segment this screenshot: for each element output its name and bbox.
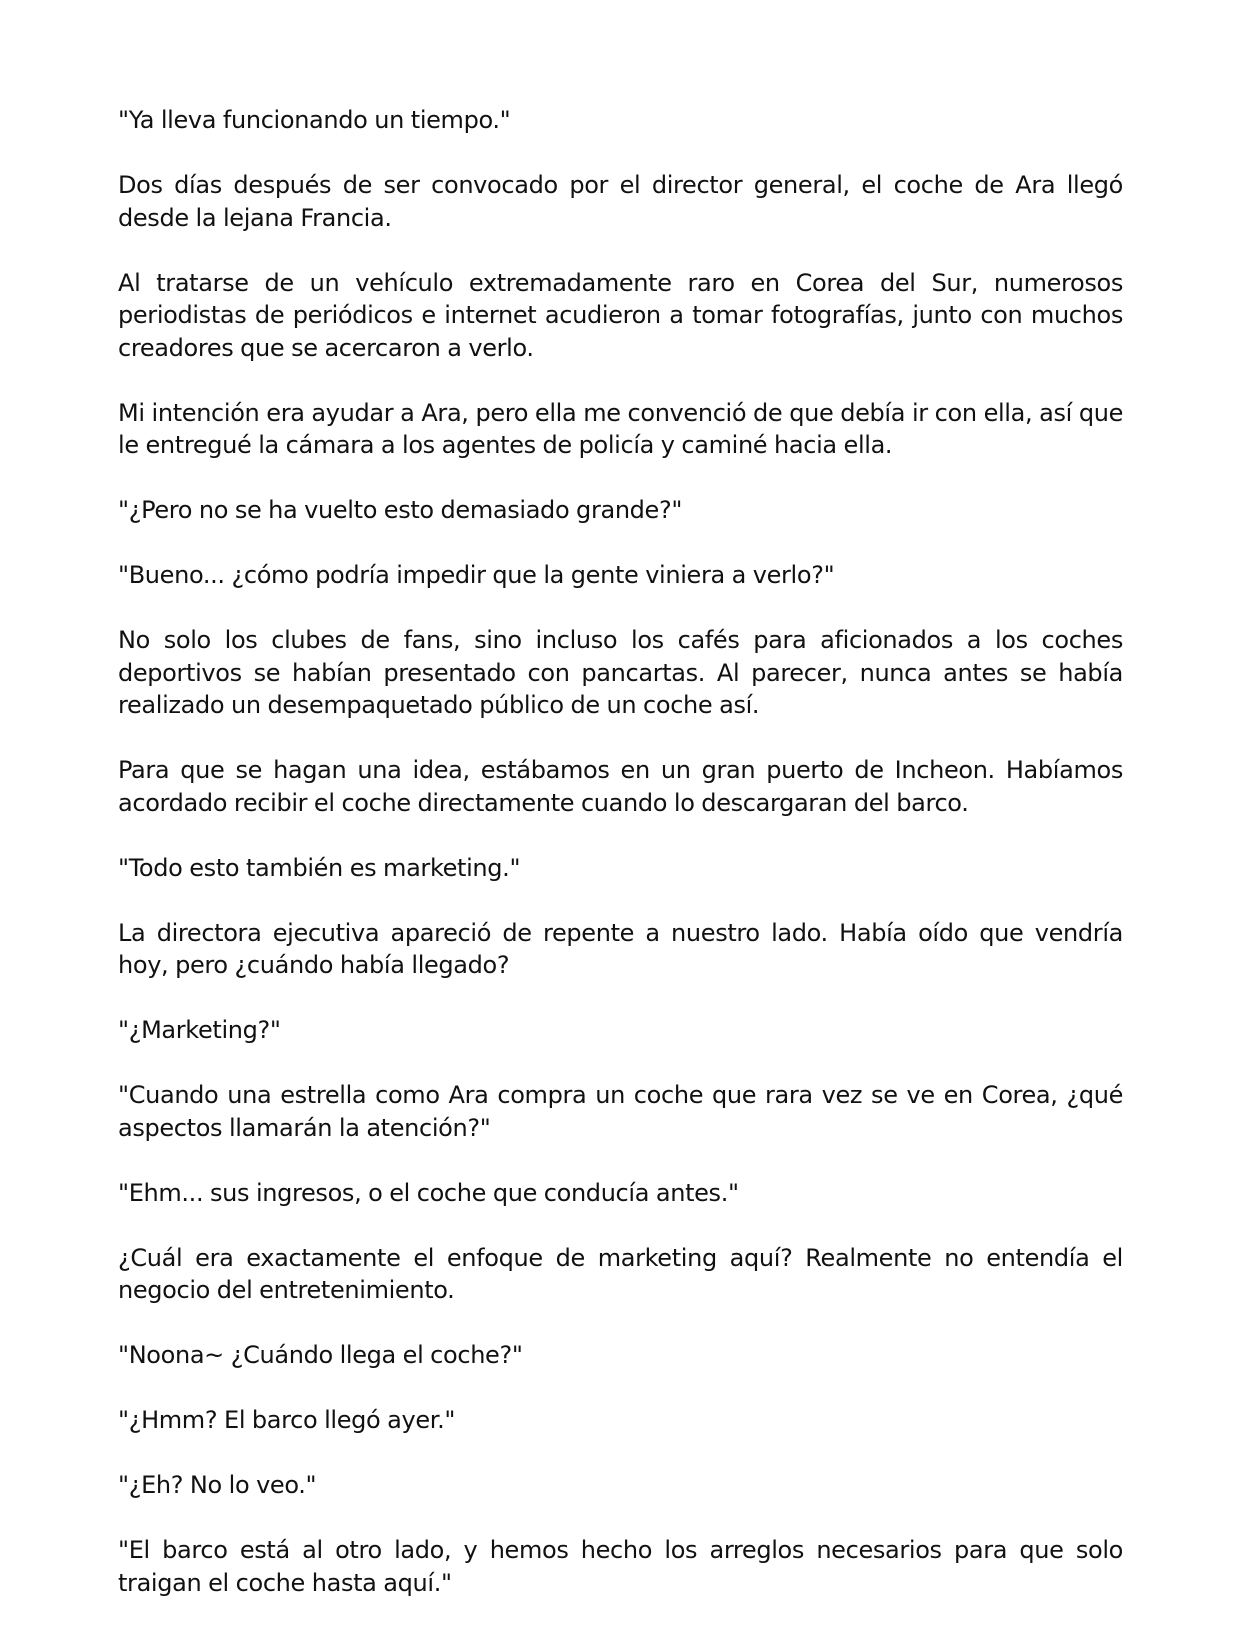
- paragraph: ¿Cuál era exactamente el enfoque de marketing aquí? Realmente no entendía el negocio del entretenimiento.: [118, 1243, 1123, 1304]
- paragraph: "El barco está al otro lado, y hemos hecho los arreglos necesarios para que solo traigan el coche hasta aquí.": [118, 1536, 1123, 1597]
- paragraph: "Ehm... sus ingresos, o el coche que conducía antes.": [118, 1178, 739, 1207]
- paragraph: "Bueno... ¿cómo podría impedir que la gente viniera a verlo?": [118, 561, 835, 589]
- paragraph: No solo los clubes de fans, sino incluso los cafés para aficionados a los coches deportivos se habían presentado con pancartas. Al parecer, nunca antes se había realizado un desempaquetado público de un coche así.: [118, 626, 1123, 719]
- paragraph: "Noona~ ¿Cuándo llega el coche?": [118, 1341, 523, 1369]
- paragraph: "¿Marketing?": [118, 1016, 281, 1044]
- paragraph: "Todo esto también es marketing.": [118, 853, 521, 882]
- paragraph: Para que se hagan una idea, estábamos en un gran puerto de Incheon. Habíamos acordado recibir el coche directamente cuando lo descargaran del barco.: [118, 756, 1123, 817]
- paragraph: "¿Eh? No lo veo.": [118, 1471, 317, 1499]
- paragraph: "Ya lleva funcionando un tiempo.": [118, 106, 511, 134]
- paragraph: "¿Hmm? El barco llegó ayer.": [118, 1406, 456, 1434]
- paragraph: "Cuando una estrella como Ara compra un coche que rara vez se ve en Corea, ¿qué aspectos llamarán la atención?": [118, 1081, 1123, 1142]
- document-page: [118, 104, 1123, 1632]
- paragraph: La directora ejecutiva apareció de repente a nuestro lado. Había oído que vendría hoy, pero ¿cuándo había llegado?: [118, 918, 1123, 979]
- paragraph: Al tratarse de un vehículo extremadamente raro en Corea del Sur, numerosos periodistas de periódicos e internet acudieron a tomar fotografías, junto con muchos creadores que se acercaron a verlo.: [118, 268, 1123, 362]
- paragraph: "¿Pero no se ha vuelto esto demasiado grande?": [118, 496, 683, 524]
- paragraph: Dos días después de ser convocado por el director general, el coche de Ara llegó desde la lejana Francia.: [118, 171, 1123, 232]
- paragraph: Mi intención era ayudar a Ara, pero ella me convenció de que debía ir con ella, así que le entregué la cámara a los agentes de policía y caminé hacia ella.: [118, 398, 1123, 459]
